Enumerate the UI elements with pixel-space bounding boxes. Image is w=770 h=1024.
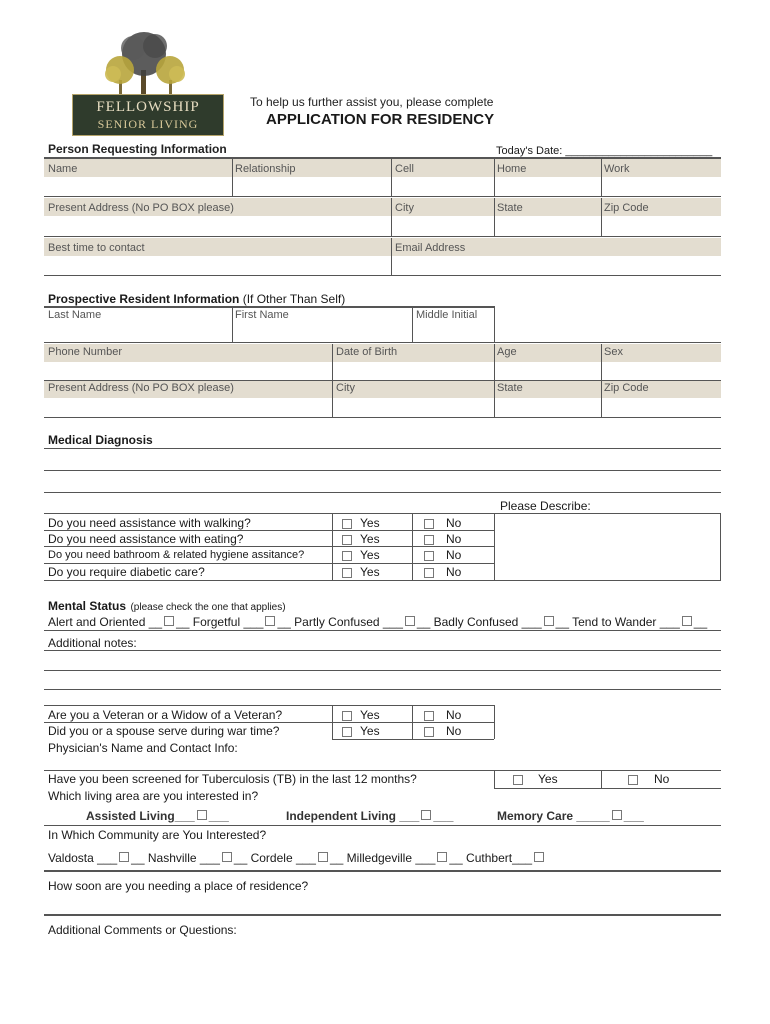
last-name-label: Last Name [48, 309, 102, 321]
resident-heading: Prospective Resident Information [48, 292, 240, 306]
divider [44, 275, 721, 276]
divider [44, 492, 721, 493]
resident-middle-initial-field[interactable] [416, 324, 490, 340]
middle-initial-label: Middle Initial [416, 309, 478, 321]
email-field[interactable] [395, 258, 715, 274]
medical-question-eating: Do you need assistance with eating? [48, 532, 244, 546]
physician-field[interactable] [48, 753, 718, 769]
war-time-no-checkbox[interactable] [424, 727, 434, 737]
resident-dob-field[interactable] [336, 363, 490, 379]
resident-state-field[interactable] [498, 399, 596, 415]
city-label: City [395, 202, 414, 214]
yes-label: Yes [360, 565, 380, 579]
present-address-label: Present Address (No PO BOX please) [48, 202, 234, 214]
logo-line2: SENIOR LIVING [97, 117, 199, 131]
divider [720, 513, 721, 580]
nashville-checkbox[interactable] [222, 852, 232, 862]
resident-zip-field[interactable] [605, 399, 715, 415]
divider [44, 670, 721, 671]
divider [494, 513, 495, 580]
yes-label: Yes [360, 708, 380, 722]
divider [494, 344, 495, 380]
veteran-no-checkbox[interactable] [424, 711, 434, 721]
how-soon-label: How soon are you needing a place of residence? [48, 879, 309, 893]
physician-label: Physician's Name and Contact Info: [48, 741, 238, 755]
hygiene-no-checkbox[interactable] [424, 551, 434, 561]
divider [494, 198, 495, 236]
divider [494, 770, 495, 788]
email-label: Email Address [395, 242, 466, 254]
divider [391, 238, 392, 275]
yes-label: Yes [360, 516, 380, 530]
resident-state-label: State [497, 382, 523, 394]
diabetic-yes-checkbox[interactable] [342, 568, 352, 578]
divider [232, 306, 233, 342]
intro-text: To help us further assist you, please complete [250, 95, 494, 109]
divider [44, 630, 721, 631]
alert-oriented-label: Alert and Oriented __ [48, 615, 163, 629]
requester-name-field[interactable] [48, 179, 228, 195]
no-label: No [446, 548, 462, 562]
requester-work-field[interactable] [605, 179, 715, 195]
divider [44, 306, 494, 308]
divider [601, 159, 602, 196]
resident-age-field[interactable] [498, 363, 596, 379]
requester-state-field[interactable] [498, 218, 596, 234]
divider [601, 381, 602, 417]
yes-label: Yes [360, 724, 380, 738]
divider [44, 470, 721, 471]
age-label: Age [497, 346, 517, 358]
resident-city-label: City [336, 382, 355, 394]
yes-label: Yes [538, 772, 558, 786]
tb-question: Have you been screened for Tuberculosis (TB) in the last 12 months? [48, 772, 417, 786]
resident-phone-field[interactable] [48, 363, 328, 379]
no-label: No [446, 516, 462, 530]
wander-trailing: __ [693, 615, 708, 629]
cordele-checkbox[interactable] [318, 852, 328, 862]
state-label: State [497, 202, 523, 214]
divider [44, 236, 721, 237]
eating-no-checkbox[interactable] [424, 535, 434, 545]
memory-care-tail: ___ [623, 809, 644, 823]
mental-status-options [48, 615, 707, 629]
partly-confused-checkbox[interactable] [405, 616, 415, 626]
sex-label: Sex [604, 346, 623, 358]
divider [44, 770, 721, 771]
diabetic-no-checkbox[interactable] [424, 568, 434, 578]
war-time-yes-checkbox[interactable] [342, 727, 352, 737]
home-label: Home [497, 163, 527, 175]
best-time-label: Best time to contact [48, 242, 145, 254]
divider [332, 739, 494, 740]
section-heading-requester: Person Requesting Information [48, 142, 227, 156]
badly-confused-checkbox[interactable] [544, 616, 554, 626]
divider [232, 159, 233, 196]
assisted-living-tail: ___ [208, 809, 229, 823]
additional-notes-line2[interactable] [48, 673, 718, 689]
comments-label: Additional Comments or Questions: [48, 923, 237, 937]
divider [601, 198, 602, 236]
medical-diagnosis-line1[interactable] [48, 452, 718, 468]
divider [494, 788, 721, 789]
tend-to-wander-checkbox[interactable] [682, 616, 692, 626]
divider [494, 705, 495, 739]
cell-label: Cell [395, 163, 414, 175]
resident-heading-note: (If Other Than Self) [242, 292, 346, 306]
community-question: In Which Community are You Interested? [48, 828, 267, 842]
yes-label: Yes [360, 548, 380, 562]
divider [412, 306, 413, 342]
alert-oriented-checkbox[interactable] [164, 616, 174, 626]
independent-living-tail: ___ [433, 809, 454, 823]
divider [332, 344, 333, 380]
logo-line1: FELLOWSHIP [96, 99, 200, 115]
field-band [44, 238, 721, 256]
yes-label: Yes [360, 532, 380, 546]
assisted-living-option [86, 809, 229, 823]
war-time-question: Did you or a spouse serve during war time? [48, 724, 280, 738]
divider [44, 417, 721, 418]
nashville-label: __ Nashville ___ [131, 851, 220, 865]
divider [44, 563, 494, 564]
section-heading-resident [48, 292, 345, 306]
divider [44, 650, 721, 651]
veteran-yes-checkbox[interactable] [342, 711, 352, 721]
valdosta-label: Valdosta ___ [48, 851, 118, 865]
requester-relationship-field[interactable] [236, 179, 386, 195]
requester-cell-field[interactable] [395, 179, 490, 195]
hygiene-yes-checkbox[interactable] [342, 551, 352, 561]
mental-heading-note: (please check the one that applies) [130, 602, 286, 613]
independent-living-option [286, 809, 453, 823]
zip-code-label: Zip Code [604, 202, 649, 214]
mental-heading: Mental Status [48, 599, 127, 613]
independent-living-checkbox[interactable] [421, 810, 431, 820]
name-label: Name [48, 163, 78, 175]
requester-city-field[interactable] [395, 218, 490, 234]
divider [44, 580, 721, 581]
tb-no-checkbox[interactable] [628, 775, 638, 785]
memory-care-checkbox[interactable] [612, 810, 622, 820]
memory-care-option [497, 809, 644, 823]
tree-logo-icon [95, 30, 197, 96]
medical-question-walking: Do you need assistance with walking? [48, 516, 251, 530]
relationship-label: Relationship [235, 163, 296, 175]
divider [44, 448, 721, 449]
cuthbert-checkbox[interactable] [534, 852, 544, 862]
no-label: No [446, 532, 462, 546]
badly-confused-label: __ Badly Confused ___ [416, 615, 542, 629]
milledgeville-label: __ Milledgeville ___ [329, 851, 436, 865]
medical-question-hygiene: Do you need bathroom & related hygiene assitance? [48, 549, 305, 561]
veteran-question: Are you a Veteran or a Widow of a Veteran? [48, 708, 283, 722]
best-time-field[interactable] [48, 258, 386, 274]
milledgeville-checkbox[interactable] [437, 852, 447, 862]
walking-yes-checkbox[interactable] [342, 519, 352, 529]
divider [44, 196, 721, 197]
resident-zip-label: Zip Code [604, 382, 649, 394]
valdosta-checkbox[interactable] [119, 852, 129, 862]
divider [601, 344, 602, 380]
medical-describe-field[interactable] [498, 516, 716, 576]
cuthbert-label: __ Cuthbert___ [449, 851, 533, 865]
divider [44, 705, 494, 706]
divider [494, 159, 495, 196]
divider [44, 825, 721, 826]
cordele-label: __ Cordele ___ [233, 851, 316, 865]
resident-city-field[interactable] [336, 399, 490, 415]
divider [44, 342, 721, 343]
comments-field[interactable] [48, 940, 718, 1010]
date-of-birth-label: Date of Birth [336, 346, 398, 358]
please-describe-label: Please Describe: [500, 499, 591, 513]
forgetful-checkbox[interactable] [265, 616, 275, 626]
resident-sex-field[interactable] [605, 363, 715, 379]
phone-number-label: Phone Number [48, 346, 122, 358]
requester-home-field[interactable] [498, 179, 596, 195]
living-area-question: Which living area are you interested in? [48, 789, 259, 803]
divider [44, 546, 494, 547]
resident-first-name-field[interactable] [236, 324, 408, 340]
medical-diagnosis-line2[interactable] [48, 475, 718, 491]
divider [44, 530, 494, 531]
divider [494, 306, 495, 342]
no-label: No [446, 565, 462, 579]
page-title: APPLICATION FOR RESIDENCY [266, 111, 495, 128]
divider [44, 870, 721, 872]
no-label: No [446, 708, 462, 722]
eating-yes-checkbox[interactable] [342, 535, 352, 545]
partly-confused-label: __ Partly Confused ___ [277, 615, 403, 629]
additional-notes-line1[interactable] [48, 654, 718, 670]
divider [44, 722, 494, 723]
community-options [48, 851, 546, 865]
divider [391, 198, 392, 236]
how-soon-field[interactable] [48, 896, 718, 912]
assisted-living-checkbox[interactable] [197, 810, 207, 820]
divider [44, 513, 721, 514]
divider [44, 914, 721, 916]
resident-last-name-field[interactable] [48, 324, 228, 340]
resident-address-label: Present Address (No PO BOX please) [48, 382, 234, 394]
additional-notes-label: Additional notes: [48, 636, 137, 650]
divider [332, 381, 333, 417]
requester-zip-field[interactable] [605, 218, 715, 234]
tend-to-wander-label: __ Tend to Wander ___ [555, 615, 680, 629]
walking-no-checkbox[interactable] [424, 519, 434, 529]
requester-address-field[interactable] [48, 218, 386, 234]
divider [601, 770, 602, 788]
logo-badge [72, 94, 224, 136]
divider [494, 381, 495, 417]
divider [44, 689, 721, 690]
memory-care-label: Memory Care _____ [497, 809, 610, 823]
medical-question-diabetic: Do you require diabetic care? [48, 565, 205, 579]
todays-date-label: Today's Date: ________________________ [496, 145, 713, 157]
resident-address-field[interactable] [48, 399, 328, 415]
section-heading-mental [48, 597, 286, 615]
first-name-label: First Name [235, 309, 289, 321]
no-label: No [446, 724, 462, 738]
forgetful-label: __ Forgetful ___ [176, 615, 264, 629]
tb-yes-checkbox[interactable] [513, 775, 523, 785]
divider [391, 159, 392, 196]
work-label: Work [604, 163, 630, 175]
section-heading-medical: Medical Diagnosis [48, 433, 153, 447]
assisted-living-label: Assisted Living___ [86, 809, 195, 823]
no-label: No [654, 772, 670, 786]
independent-living-label: Independent Living ___ [286, 809, 420, 823]
